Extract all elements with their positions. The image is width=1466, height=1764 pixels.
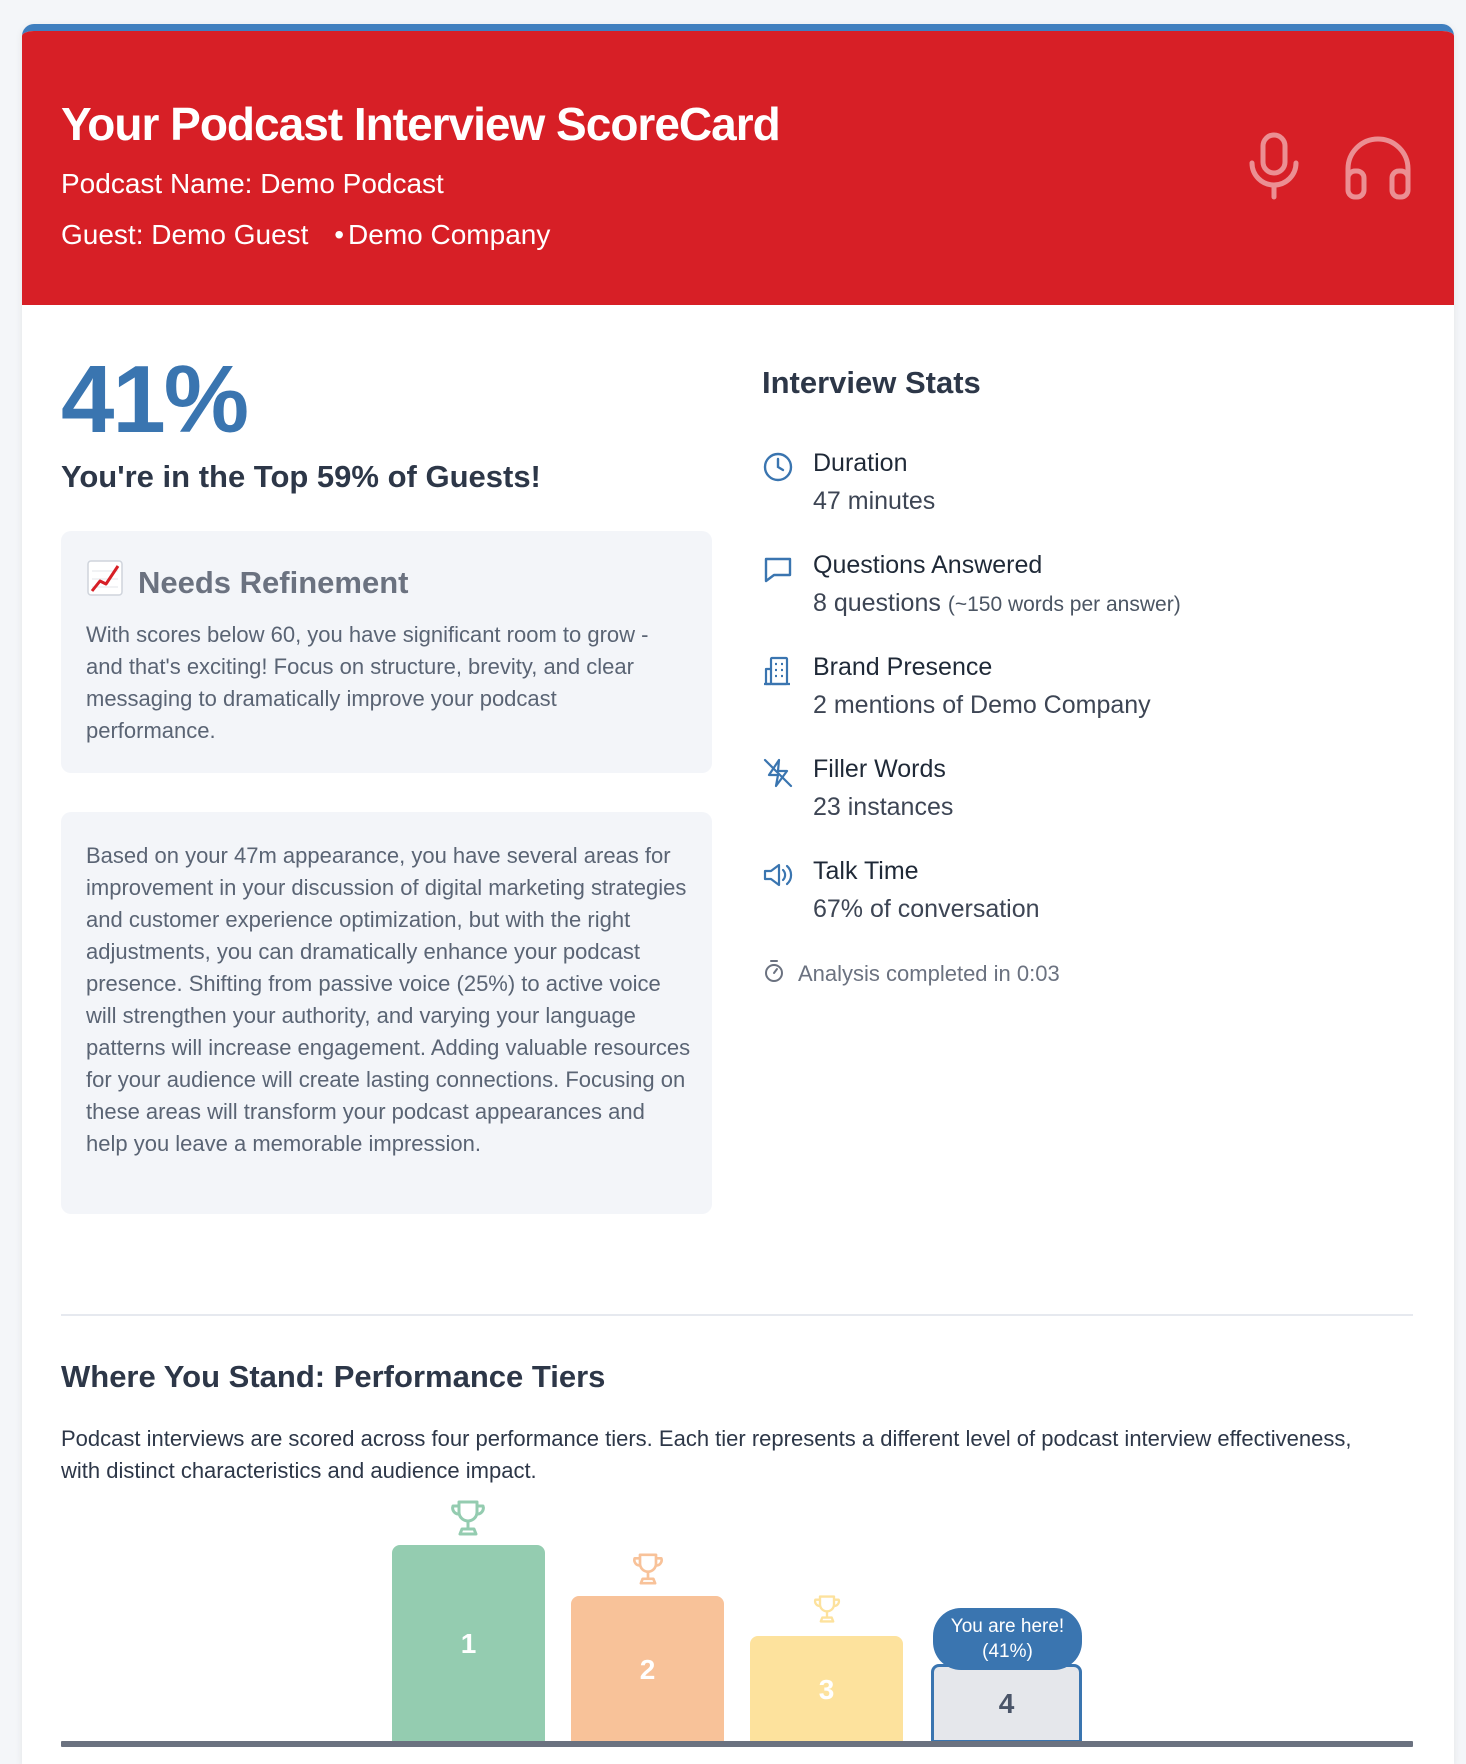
guest-company: Demo Company: [348, 219, 551, 250]
trophy-icon: [813, 1594, 841, 1629]
you-are-here-text: You are here!: [950, 1616, 1065, 1637]
stat-value: [813, 487, 935, 516]
you-are-here-badge: [933, 1608, 1082, 1670]
header-icons: [1246, 131, 1414, 208]
page-title: Your Podcast Interview ScoreCard: [61, 98, 780, 150]
podcast-name: Podcast Name: Demo Podcast: [61, 168, 444, 199]
scorecard-header: [22, 31, 1454, 305]
tiers-description: Podcast interviews are scored across four performance tiers. Each tier represents a different level of podcast interview effectiveness, with distinct characteristics and audience impact.: [61, 1426, 1352, 1483]
guest-name: Demo Guest: [151, 219, 309, 250]
chat-bubble-icon: [762, 553, 794, 585]
summary-box: [61, 812, 712, 1214]
bullet-separator: •: [334, 219, 345, 250]
podium-tier-2: 2: [571, 1596, 724, 1743]
clock-icon: [762, 451, 794, 483]
guest-label: Guest:: [61, 219, 144, 250]
stat-label: Talk Time: [813, 857, 919, 885]
microphone-icon: [1246, 131, 1302, 208]
podium-tier-3: 3: [750, 1636, 903, 1743]
timer-icon: [762, 959, 786, 989]
stat-value: [813, 589, 1181, 618]
guest-line: [61, 219, 550, 251]
analysis-line: [762, 959, 1060, 989]
stat-value: [813, 793, 953, 822]
stat-value-text: 8 questions: [813, 589, 941, 617]
stat-label: Questions Answered: [813, 551, 1043, 579]
stat-value-text: 47 minutes: [813, 487, 936, 515]
tier-text: With scores below 60, you have significant room to grow - and that's exciting! Focus on structure, brevity, and clear messaging to dramatically improve your podcast performance.: [86, 622, 649, 743]
trophy-icon: [450, 1499, 486, 1542]
stat-value: [813, 895, 1040, 924]
building-icon: [762, 655, 794, 687]
stats-title: Interview Stats: [762, 365, 981, 400]
stat-value-text: 67% of conversation: [813, 895, 1040, 923]
score-percent: 41%: [61, 346, 248, 453]
tier-box: [61, 531, 712, 773]
stat-label: Brand Presence: [813, 653, 993, 681]
stat-label: Duration: [813, 449, 908, 477]
you-are-here-percent: (41%): [982, 1641, 1033, 1662]
podium-tier-4: 4: [931, 1664, 1082, 1743]
tiers-title: Where You Stand: Performance Tiers: [61, 1359, 606, 1394]
stat-label: Filler Words: [813, 755, 946, 783]
summary-text: Based on your 47m appearance, you have several areas for improvement in your discussion of digital marketing strategies and customer experience optimization, but with the right adjustments, you can dramatically enhance your podcast presence. Shifting from passive voice (25%) to active voice will strengthen your authority, and varying your language patterns will increase engagement. Adding valuable resources for your audience will create lasting connections. Focusing on these areas will transform your podcast appearances and help you leave a memorable impression.: [86, 843, 691, 1156]
scorecard: [22, 24, 1454, 1764]
podium-tier-1: 1: [392, 1545, 545, 1743]
stat-note: (~150 words per answer): [947, 593, 1181, 616]
analysis-text: Analysis completed in 0:03: [798, 961, 1060, 986]
tier-title: Needs Refinement: [138, 564, 409, 600]
section-divider: [61, 1314, 1413, 1316]
rank-text: You're in the Top 59% of Guests!: [61, 459, 541, 494]
stat-value-text: 2 mentions of Demo Company: [813, 691, 1151, 719]
stat-value: [813, 691, 1151, 720]
zap-off-icon: [762, 757, 794, 789]
podium-baseline: [61, 1741, 1413, 1747]
volume-icon: [762, 859, 794, 891]
stat-value-text: 23 instances: [813, 793, 954, 821]
chart-increasing-icon: [86, 559, 124, 606]
trophy-icon: [632, 1552, 664, 1591]
headphones-icon: [1342, 131, 1414, 208]
